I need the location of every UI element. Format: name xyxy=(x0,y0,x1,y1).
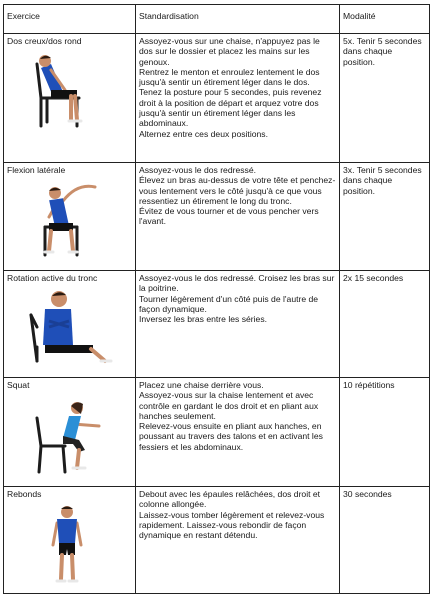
instruction-line: Debout avec les épaules relâchées, dos droit et colonne allongée. xyxy=(139,489,321,510)
table-row xyxy=(4,271,430,378)
seated-trunk-rotation-figure xyxy=(7,287,127,367)
instruction-line: Inversez les bras entre les séries. xyxy=(139,314,268,325)
exercise-table xyxy=(3,4,430,594)
exercise-cell xyxy=(4,271,136,378)
modality-cell: 10 répétitions xyxy=(340,378,430,487)
table-header-row xyxy=(4,5,430,34)
instruction-line: Assoyez-vous le dos redressé. xyxy=(139,165,257,175)
modality-cell: 2x 15 secondes xyxy=(340,271,430,378)
standardization-cell xyxy=(136,34,340,163)
exercise-name: Squat xyxy=(7,380,30,390)
modality-cell: 3x. Tenir 5 secondes dans chaque position. xyxy=(340,163,430,271)
exercise-name: Flexion latérale xyxy=(7,165,66,175)
exercise-cell xyxy=(4,378,136,487)
standardization-cell xyxy=(136,163,340,271)
standardization-cell xyxy=(136,378,340,487)
exercise-name: Dos creux/dos rond xyxy=(7,36,82,46)
header-exercise: Exercice xyxy=(4,5,136,34)
table-row xyxy=(4,487,430,594)
instruction-line: Rentrez le menton et enroulez lentement le dos jusqu'à sentir un étirement léger dans le dos. xyxy=(139,66,320,88)
instruction-line: Élevez un bras au-dessus de votre tête et penchez-vous lentement vers le côté jusqu'à ce que vous ressentiez un étirement le long du tronc. xyxy=(139,175,336,206)
exercise-cell xyxy=(4,487,136,594)
modality-cell: 5x. Tenir 5 secondes dans chaque position. xyxy=(340,34,430,163)
standing-bounce-figure xyxy=(7,503,127,585)
exercise-cell xyxy=(4,163,136,271)
seated-back-arch-figure xyxy=(7,50,127,130)
standardization-cell xyxy=(136,487,340,594)
modality-cell: 30 secondes xyxy=(340,487,430,594)
instruction-line: Assoyez-vous sur une chaise, n'appuyez pas le dos sur le dossier et placez les mains sur les genoux. xyxy=(139,36,320,67)
exercise-name: Rotation active du tronc xyxy=(7,273,98,283)
instruction-line: Placez une chaise derrière vous. xyxy=(139,380,264,390)
instruction-line: Évitez de vous tourner et de vous pencher vers l'avant. xyxy=(139,206,319,227)
standardization-cell xyxy=(136,271,340,378)
instruction-line: Tenez la posture pour 5 secondes, puis revenez droit à la position de départ et arquez votre dos jusqu'à sentir un étirement léger dans les abdominaux. xyxy=(139,87,322,129)
table-row xyxy=(4,34,430,163)
header-modality: Modalité xyxy=(340,5,430,34)
chair-squat-figure xyxy=(7,394,127,474)
instruction-line: Assoyez-vous le dos redressé. Croisez les bras sur la poitrine. xyxy=(139,273,335,294)
header-standardization: Standardisation xyxy=(136,5,340,34)
instruction-line: Laissez-vous tomber légèrement et relevez-vous rapidement. Laissez-vous rebondir de façon dynamique en restant détendu. xyxy=(139,509,325,541)
seated-side-bend-figure xyxy=(7,179,127,257)
instruction-line: Tourner légèrement d'un côté puis de l'autre de façon dynamique. xyxy=(139,293,319,314)
instruction-line: Alternez entre ces deux positions. xyxy=(139,128,268,139)
instruction-line: Assoyez-vous sur la chaise lentement et avec contrôle en gardant le dos droit et en pliant aux hanches seulement. xyxy=(139,390,319,421)
exercise-cell xyxy=(4,34,136,163)
table-row xyxy=(4,163,430,271)
exercise-name: Rebonds xyxy=(7,489,42,499)
table-row xyxy=(4,378,430,487)
instruction-line: Relevez-vous ensuite en pliant aux hanches, en poussant au travers des talons et en activant les fessiers et les abdominaux. xyxy=(139,421,323,452)
